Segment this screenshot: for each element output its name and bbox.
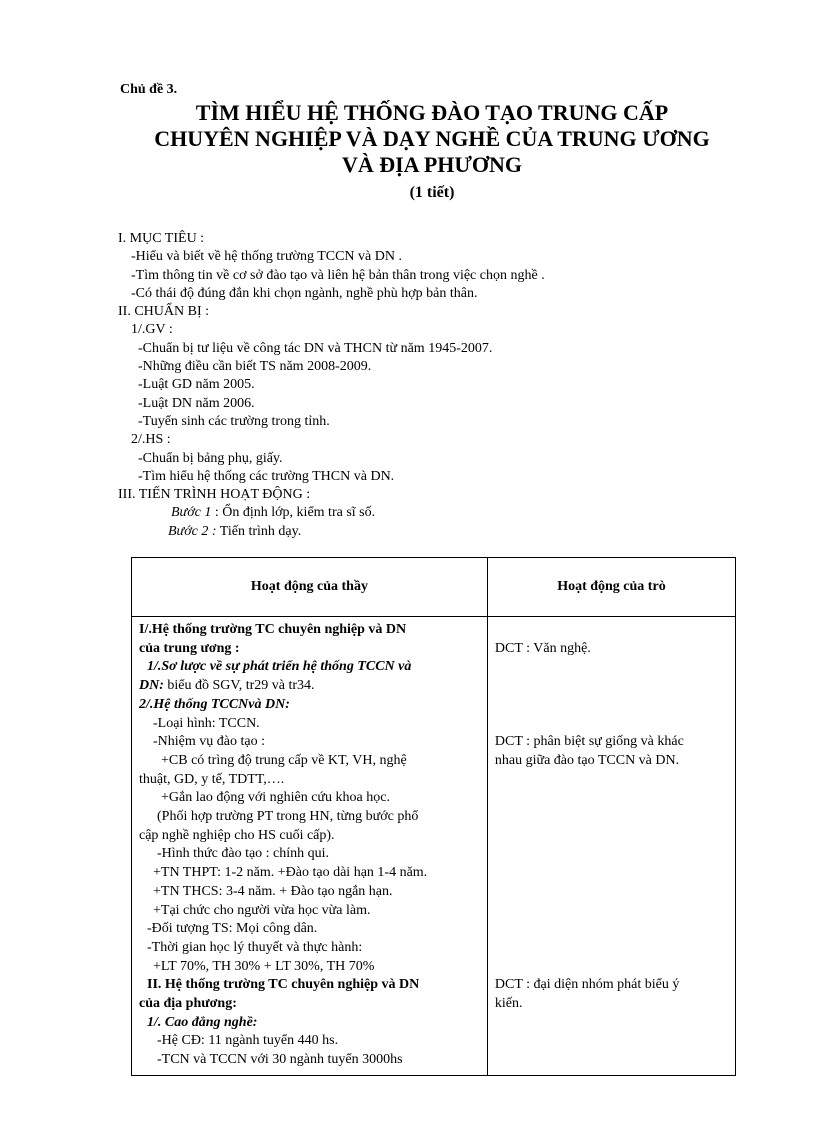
student-activity-1: DCT : Văn nghệ. [494, 640, 591, 656]
activity-table [131, 557, 736, 1076]
student-activity-3: DCT : đại diện nhóm phát biểu ý [494, 977, 680, 993]
section-2-heading: II. Hệ thống trường TC chuyên nghiệp và DN [147, 977, 420, 993]
teacher-prep-item: -Những điều cần biết TS năm 2008-2009. [138, 359, 372, 375]
document-title [100, 100, 764, 204]
student-activity-3-cont: kiến. [494, 995, 523, 1011]
teacher-prep-item: -Chuẩn bị tư liệu về công tác DN và THCN từ năm 1945-2007. [138, 340, 493, 356]
subsection-1-1-text [139, 677, 480, 696]
preparation-heading: II. CHUẨN BỊ : [118, 304, 209, 320]
title-line-1: TÌM HIỂU HỆ THỐNG ĐÀO TẠO TRUNG CẤP [195, 100, 669, 125]
teacher-line: thuật, GD, y tế, TDTT,…. [139, 771, 285, 787]
objectives-heading: I. MỤC TIÊU : [118, 231, 205, 246]
teacher-line: -Loại hình: TCCN. [153, 715, 260, 731]
header-teacher-activity: Hoạt động của thầy [132, 558, 488, 617]
topic-label: Chủ đề 3. [120, 82, 178, 97]
header-student-activity: Hoạt động của trò [487, 558, 735, 617]
step-2-label: Bước 2 : [168, 523, 217, 539]
subsection-1-1-heading: 1/.Sơ lược về sự phát triển hệ thống TCCN và [147, 659, 412, 675]
teacher-line: +LT 70%, TH 30% + LT 30%, TH 70% [153, 958, 375, 974]
student-activity-2: DCT : phân biệt sự giống và khác [494, 734, 684, 750]
objective-item: -Tìm thông tin về cơ sở đào tạo và liên hệ bản thân trong việc chọn nghề . [131, 267, 545, 283]
step-2-text: Tiến trình dạy. [219, 523, 302, 539]
teacher-line: -Thời gian học lý thuyết và thực hành: [147, 939, 363, 955]
teacher-prep-item: -Tuyển sinh các trường trong tỉnh. [138, 413, 330, 429]
student-prep-item: -Tìm hiểu hệ thống các trường THCN và DN. [138, 468, 395, 484]
subsection-2-1-heading: 1/. Cao đẳng nghề: [147, 1014, 258, 1030]
teacher-line: +TN THPT: 1-2 năm. +Đào tạo dài hạn 1-4 năm. [153, 865, 428, 881]
table-row [132, 617, 736, 1076]
dn-label: DN: [139, 678, 164, 694]
section-2-heading-cont: của địa phương: [139, 996, 237, 1012]
step-1-text: : Ổn định lớp, kiểm tra sĩ số. [214, 505, 376, 521]
process-heading: III. TIẾN TRÌNH HOẠT ĐỘNG : [118, 487, 311, 503]
teacher-line: -Hình thức đào tạo : chính qui. [157, 846, 330, 862]
process-step-1 [118, 504, 738, 522]
teacher-line: -Đối tượng TS: Mọi công dân. [147, 921, 318, 937]
student-activity-2-cont: nhau giữa đào tạo TCCN và DN. [494, 752, 680, 768]
objective-item: -Có thái độ đúng đắn khi chọn ngành, nghề phù hợp bản thân. [131, 285, 478, 301]
student-activity-cell [487, 617, 735, 1076]
teacher-line: cập nghề nghiệp cho HS cuối cấp). [139, 827, 335, 843]
teacher-prep-item: -Luật DN năm 2006. [138, 395, 255, 411]
process-step-2 [118, 523, 738, 541]
teacher-activity-cell [132, 617, 488, 1076]
teacher-line: -TCN và TCCN với 30 ngành tuyển 3000hs [157, 1052, 403, 1068]
teacher-prep-item: -Luật GD năm 2005. [138, 377, 255, 393]
section-1-heading-cont: của trung ương : [139, 640, 240, 656]
student-prep-item: -Chuẩn bị bảng phụ, giấy. [138, 450, 283, 466]
teacher-line: +Gắn lao động với nghiên cứu khoa học. [161, 790, 390, 806]
teacher-line: -Hệ CĐ: 11 ngành tuyển 440 hs. [157, 1033, 339, 1049]
subsection-1-2-heading: 2/.Hệ thống TCCNvà DN: [139, 696, 290, 712]
student-prep-heading: 2/.HS : [131, 432, 171, 448]
title-line-3: VÀ ĐỊA PHƯƠNG [341, 152, 523, 177]
step-1-label: Bước 1 [171, 505, 212, 521]
teacher-line: +CB có trìng độ trung cấp về KT, VH, nghệ [161, 752, 407, 768]
lesson-outline [118, 230, 738, 541]
teacher-line: (Phối hợp trường PT trong HN, từng bước phổ [157, 809, 419, 825]
sgv-reference: biểu đồ SGV, tr29 và tr34. [163, 678, 315, 694]
table-header-row [132, 558, 736, 617]
title-line-2: CHUYÊN NGHIỆP VÀ DẠY NGHỀ CỦA TRUNG ƯƠNG [154, 126, 710, 151]
section-1-heading: I/.Hệ thống trường TC chuyên nghiệp và DN [139, 622, 407, 637]
objective-item: -Hiểu và biết về hệ thống trường TCCN và DN . [131, 249, 402, 265]
teacher-prep-heading: 1/.GV : [131, 322, 173, 338]
teacher-line: +Tại chức cho người vừa học vừa làm. [153, 902, 371, 918]
title-period: (1 tiết) [409, 184, 455, 201]
teacher-line: -Nhiệm vụ đào tạo : [153, 734, 265, 750]
teacher-line: +TN THCS: 3-4 năm. + Đào tạo ngắn hạn. [153, 883, 393, 899]
